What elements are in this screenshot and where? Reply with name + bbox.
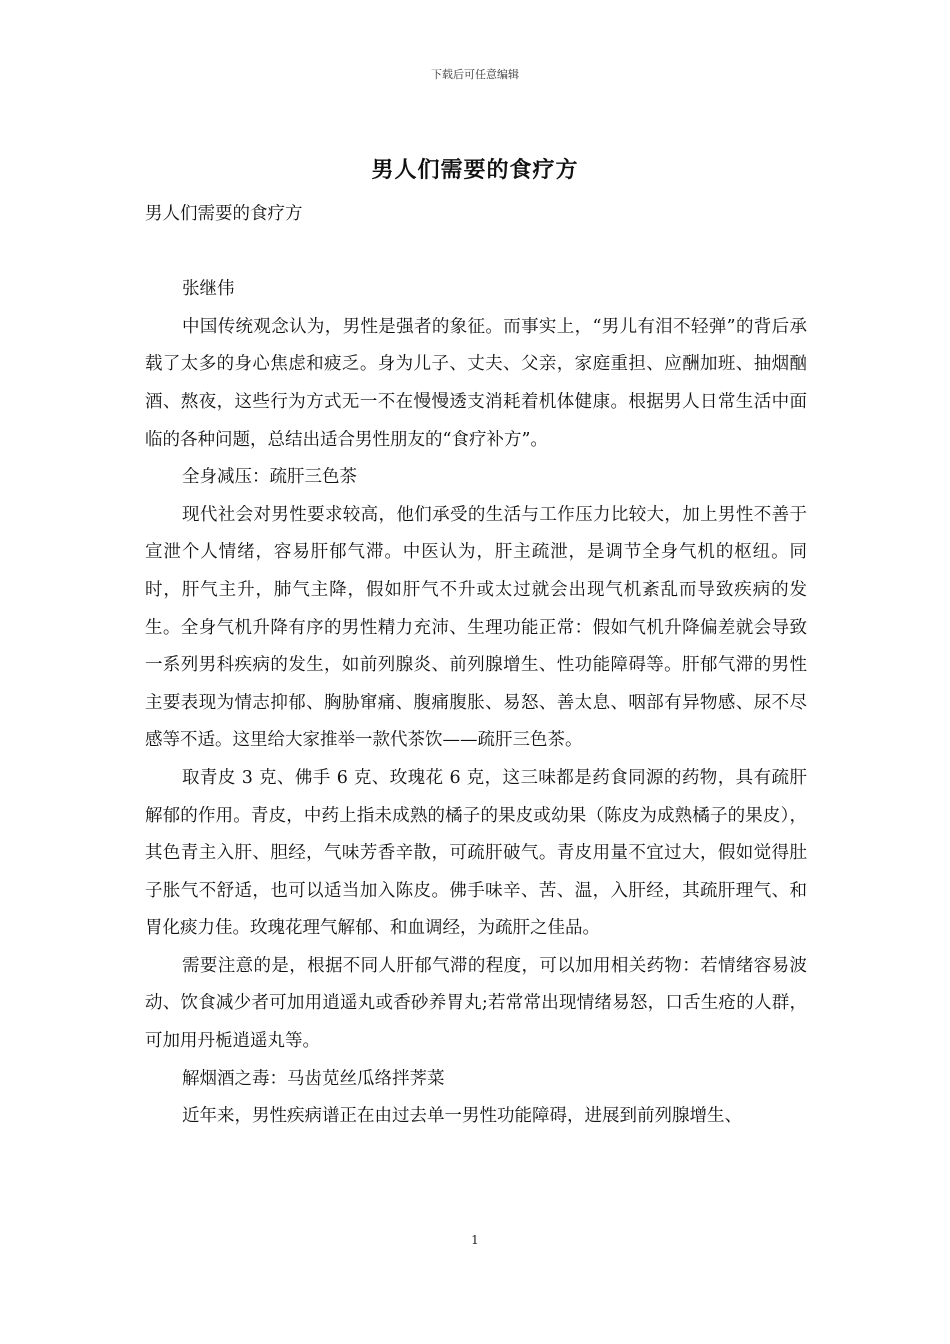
page-number: 1 [471, 1233, 479, 1247]
section-heading-detox: 解烟酒之毒：马齿苋丝瓜络拌荠菜 [182, 1068, 445, 1089]
body-paragraph: 取青皮 3 克、佛手 6 克、玫瑰花 6 克，这三味都是药食同源的药物，具有疏肝解郁的作用。青皮，中药上指未成熟的橘子的果皮或幼果（陈皮为成熟橘子的果皮），其色青主入肝、胆经，气味芳香辛散，可疏肝破气。青皮用量不宜过大，假如觉得肚子胀气不舒适，也可以适当加入陈皮。佛手味辛、苦、温，入肝经，其疏肝理气、和胃化痰力佳。玫瑰花理气解郁、和血调经，为疏肝之佳品。 [145, 767, 807, 939]
document-subtitle: 男人们需要的食疗方 [145, 204, 303, 224]
section-heading-stress-relief: 全身减压：疏肝三色茶 [182, 467, 357, 488]
blank-line [145, 234, 807, 272]
intro-paragraph: 中国传统观念认为，男性是强者的象征。而事实上，“男儿有泪不轻弹”的背后承载了太多的身心焦虑和疲乏。身为儿子、丈夫、父亲，家庭重担、应酬加班、抽烟酗酒、熬夜，这些行为方式无一不在慢慢透支消耗着机体健康。根据男人日常生活中面临的各种问题，总结出适合男性朋友的“食疗补方”。 [145, 316, 807, 450]
page-header-note: 下载后可任意编辑 [431, 68, 519, 81]
body-paragraph: 近年来，男性疾病谱正在由过去单一男性功能障碍，进展到前列腺增生、 [182, 1106, 742, 1127]
document-body [145, 196, 807, 1136]
body-paragraph: 需要注意的是，根据不同人肝郁气滞的程度，可以加用相关药物：若情绪容易波动、饮食减少者可加用逍遥丸或香砂养胃丸;若常常出现情绪易怒，口舌生疮的人群，可加用丹栀逍遥丸等。 [145, 955, 807, 1052]
author-name: 张继伟 [182, 279, 235, 300]
document-title: 男人们需要的食疗方 [371, 157, 579, 183]
body-paragraph: 现代社会对男性要求较高，他们承受的生活与工作压力比较大，加上男性不善于宣泄个人情绪，容易肝郁气滞。中医认为，肝主疏泄，是调节全身气机的枢纽。同时，肝气主升，肺气主降，假如肝气不升或太过就会出现气机紊乱而导致疾病的发生。全身气机升降有序的男性精力充沛、生理功能正常：假如气机升降偏差就会导致一系列男科疾病的发生，如前列腺炎、前列腺增生、性功能障碍等。肝郁气滞的男性主要表现为情志抑郁、胸胁窜痛、腹痛腹胀、易怒、善太息、咽部有异物感、尿不尽感等不适。这里给大家推举一款代茶饮——疏肝三色茶。 [145, 504, 807, 751]
